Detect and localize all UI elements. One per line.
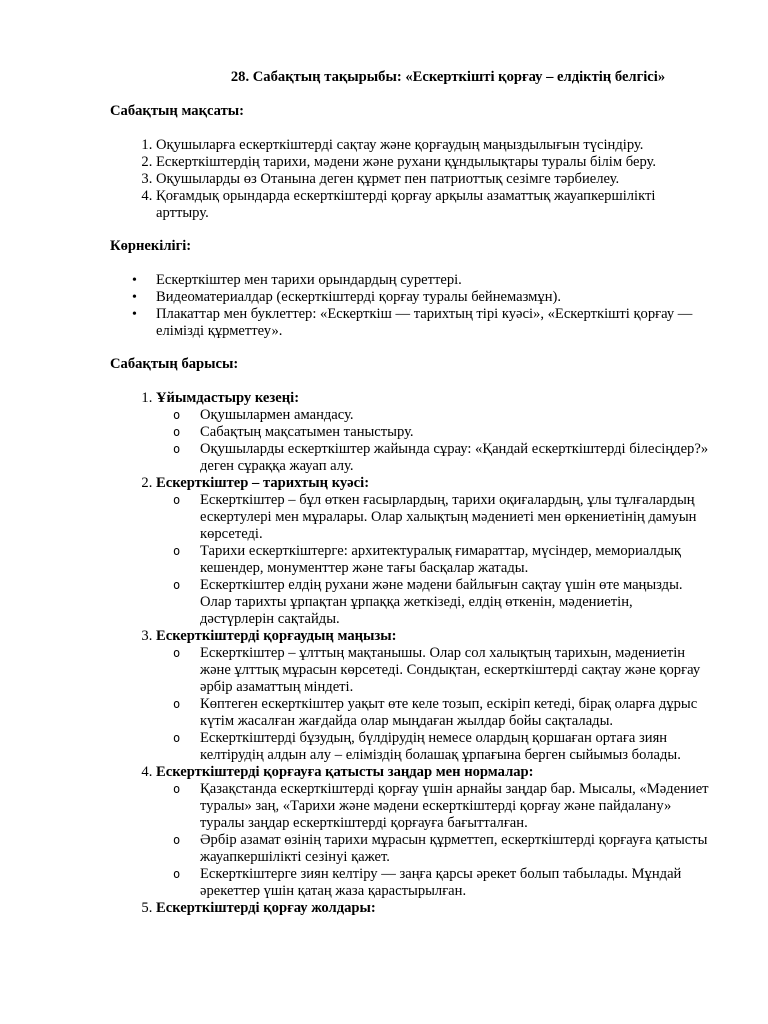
sub-item	[173, 730, 710, 764]
sub-item-text: Оқушылармен амандасу.	[200, 407, 354, 423]
goals-list	[110, 137, 710, 222]
goal-item: 2. Ескерткіштердің тарихи, мәдени және рухани құндылықтары туралы білім беру.	[156, 154, 710, 171]
process-step	[156, 764, 710, 900]
visual-aid-item	[132, 306, 710, 340]
process-step	[156, 628, 710, 764]
step-title: Ескерткіштерді қорғаудың маңызы:	[156, 628, 397, 644]
sub-item	[173, 696, 710, 730]
sub-item-text: Ескерткіштерге зиян келтіру — заңға қарсы әрекет болып табылады. Мұндай әрекеттер үшін қатаң жаза қарастырылған.	[200, 866, 682, 899]
sub-item	[173, 645, 710, 696]
step-title: Ескерткіштерді қорғау жолдары:	[156, 900, 376, 916]
sub-item-text: Ескерткіштер – ұлттың мақтанышы. Олар сол халықтың тарихын, мәдениетін және ұлттық мұрасын көрсетеді. Сондықтан, ескерткіштерді сақтау және қорғау әрбір азаматтың міндеті.	[200, 645, 701, 695]
step-sublist	[156, 492, 710, 628]
sub-item-text: Ескерткіштерді бұзудың, бүлдірудің немесе олардың қоршаған ортаға зиян келтірудің алдын алу – еліміздің болашақ ұрпағына берген сыйымыз болады.	[200, 730, 681, 763]
process-step	[156, 390, 710, 475]
circle-bullet-icon: o	[173, 578, 181, 592]
goals-section	[110, 137, 710, 222]
sub-item-text: Оқушыларды ескерткіштер жайында сұрау: «Қандай ескерткіштерді білесіңдер?» деген сұраққа жауап алу.	[200, 441, 709, 474]
circle-bullet-icon: o	[173, 442, 181, 456]
step-title: Ескерткіштерді қорғауға қатысты заңдар мен нормалар:	[156, 764, 534, 780]
circle-bullet-icon: o	[173, 493, 181, 507]
sub-item	[173, 441, 710, 475]
visual-aid-text: Плакаттар мен буклеттер: «Ескерткіш — тарихтың тірі куәсі», «Ескерткішті қорғау — елімізді құрметтеу».	[156, 306, 693, 339]
step-title: Ұйымдастыру кезеңі:	[156, 390, 300, 406]
visual-aids-heading: Көрнекілігі:	[110, 238, 192, 254]
goals-heading: Сабақтың мақсаты:	[110, 103, 245, 119]
circle-bullet-icon: o	[173, 646, 181, 660]
bullet-icon: •	[132, 290, 137, 305]
visual-aid-item	[132, 272, 710, 289]
circle-bullet-icon: o	[173, 408, 181, 422]
goal-item: 1. Оқушыларға ескерткіштерді сақтау және қорғаудың маңыздылығын түсіндіру.	[156, 137, 710, 154]
bullet-icon: •	[132, 273, 137, 288]
sub-item-text: Ескерткіштер елдің рухани және мәдени байлығын сақтау үшін өте маңызды. Олар тарихты ұрпақтан ұрпаққа жеткізеді, елдің өткенін, мәдениетін, дәстүрлерін сақтайды.	[200, 577, 683, 627]
visual-aid-text: Видеоматериалдар (ескерткіштерді қорғау туралы бейнемазмұн).	[156, 289, 562, 305]
circle-bullet-icon: o	[173, 867, 181, 881]
goal-item: 3. Оқушыларды өз Отанына деген құрмет пен патриоттық сезімге тәрбиелеу.	[156, 171, 710, 188]
bullet-icon: •	[132, 307, 137, 322]
process-steps-list	[110, 390, 710, 917]
sub-item-text: Ескерткіштер – бұл өткен ғасырлардың, тарихи оқиғалардың, ұлы тұлғалардың ескертулері мен мұралары. Олар халықтың мәдениеті мен өркениетінің дамуын көрсетеді.	[200, 492, 697, 542]
process-step	[156, 475, 710, 628]
sub-item	[173, 424, 710, 441]
sub-item-text: Тарихи ескерткіштерге: архитектуралық ғимараттар, мүсіндер, мемориалдық кешендер, монументтер және тағы басқалар жатады.	[200, 543, 681, 576]
sub-item-text: Көптеген ескерткіштер уақыт өте келе тозып, ескіріп кетеді, бірақ оларға дұрыс күтім жасалған жағдайда олар мыңдаған жылдар бойы сақталады.	[200, 696, 698, 729]
step-sublist	[156, 407, 710, 475]
circle-bullet-icon: o	[173, 833, 181, 847]
lesson-title: 28. Сабақтың тақырыбы: «Ескерткішті қорғау – елдіктің белгісі»	[230, 69, 666, 85]
visual-aids-section	[110, 272, 710, 340]
sub-item	[173, 781, 710, 832]
sub-item	[173, 543, 710, 577]
sub-item-text: Сабақтың мақсатымен таныстыру.	[200, 424, 414, 440]
sub-item	[173, 492, 710, 543]
sub-item	[173, 832, 710, 866]
sub-item	[173, 577, 710, 628]
process-step	[156, 900, 710, 917]
circle-bullet-icon: o	[173, 544, 181, 558]
visual-aid-text: Ескерткіштер мен тарихи орындардың суреттері.	[156, 272, 462, 288]
circle-bullet-icon: o	[173, 425, 181, 439]
step-sublist	[156, 781, 710, 900]
goal-item: 4. Қоғамдық орындарда ескерткіштерді қорғау арқылы азаматтық жауапкершілікті арттыру.	[156, 188, 710, 222]
process-section	[110, 390, 710, 917]
circle-bullet-icon: o	[173, 697, 181, 711]
step-sublist	[156, 645, 710, 764]
step-title: Ескерткіштер – тарихтың куәсі:	[156, 475, 370, 491]
circle-bullet-icon: o	[173, 731, 181, 745]
sub-item-text: Қазақстанда ескерткіштерді қорғау үшін арнайы заңдар бар. Мысалы, «Мәдениет туралы» заң, «Тарихи және мәдени ескерткіштерді қорғау және пайдалану» туралы заңдар ескерткіштерді қорғауға бағытталған.	[200, 781, 709, 831]
process-heading: Сабақтың барысы:	[110, 356, 239, 372]
circle-bullet-icon: o	[173, 782, 181, 796]
sub-item	[173, 866, 710, 900]
sub-item-text: Әрбір азамат өзінің тарихи мұрасын құрметтеп, ескерткіштерді қорғауға қатысты жауапкершілікті сезінуі қажет.	[200, 832, 708, 865]
visual-aids-list	[110, 272, 710, 340]
sub-item	[173, 407, 710, 424]
visual-aid-item	[132, 289, 710, 306]
